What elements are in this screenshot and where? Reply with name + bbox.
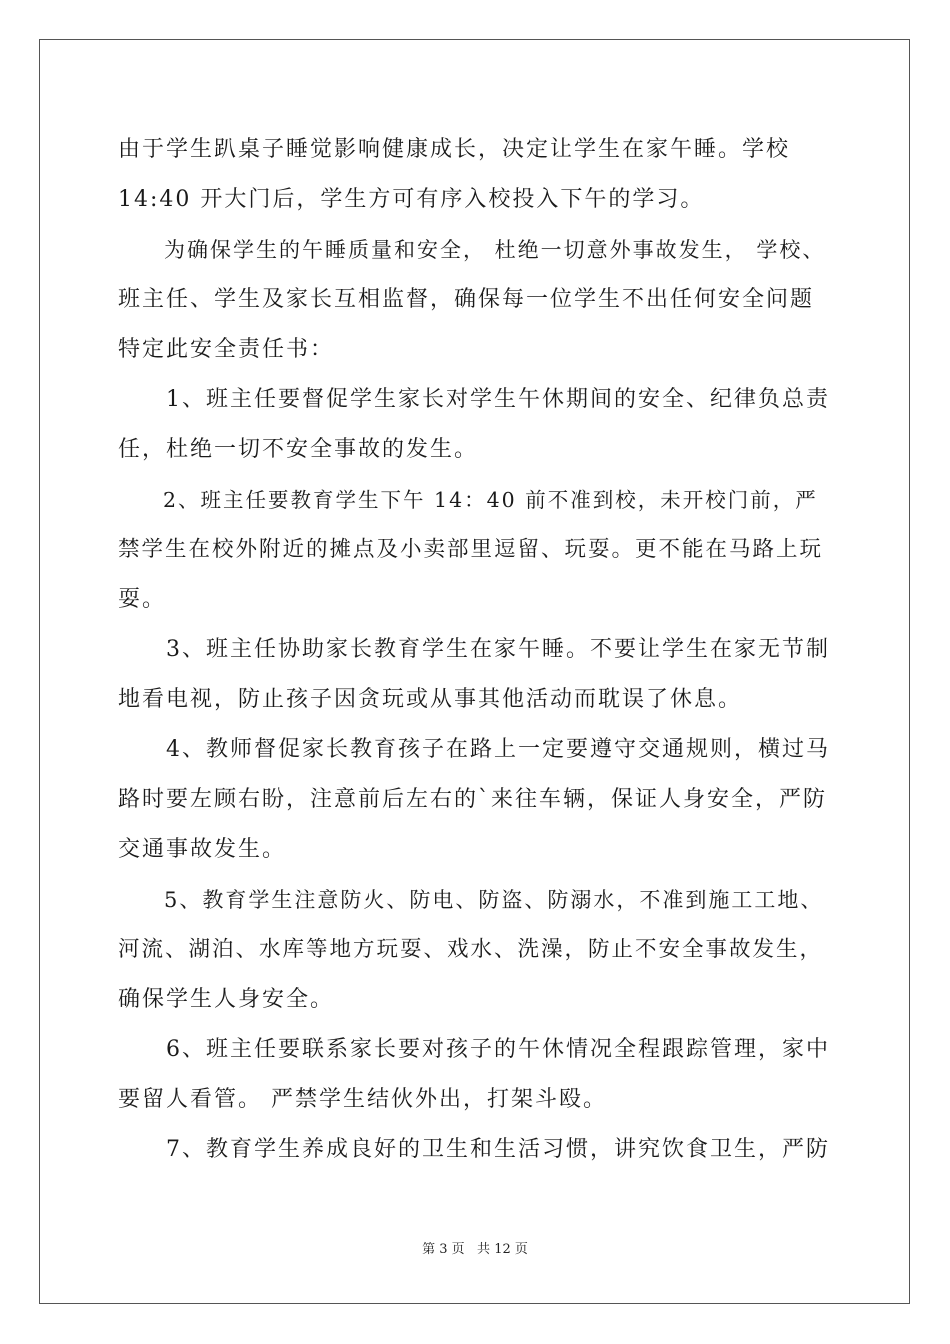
text-line: 确保学生人身安全。 [118, 987, 335, 1012]
text-line: 班主任、学生及家长互相监督，确保每一位学生不出任何安全问题 [118, 287, 815, 312]
text-line: 耍。 [118, 587, 167, 612]
text-line: 5、教育学生注意防火、防电、防盗、防溺水，不准到施工工地、 [118, 888, 824, 912]
text-line: 4、教师督促家长教育孩子在路上一定要遵守交通规则，横过马 [118, 737, 830, 762]
text-line: 交通事故发生。 [118, 837, 287, 862]
text-line: 河流、湖泊、水库等地方玩耍、戏水、洗澡，防止不安全事故发生， [118, 937, 824, 962]
text-line: 由于学生趴桌子睡觉影响健康成长，决定让学生在家午睡。学校 [118, 137, 791, 162]
text-line: 7、教育学生养成良好的卫生和生活习惯，讲究饮食卫生，严防 [118, 1137, 830, 1162]
text-line: 6、班主任要联系家长要对孩子的午休情况全程跟踪管理，家中 [118, 1037, 830, 1062]
text-line: 特定此安全责任书： [118, 337, 335, 362]
text-line: 2、班主任要教育学生下午 14：40 前不准到校，未开校门前，严 [118, 488, 818, 512]
page-footer [0, 1242, 950, 1258]
text-line: 任，杜绝一切不安全事故的发生。 [118, 437, 479, 462]
text-line: 3、班主任协助家长教育学生在家午睡。不要让学生在家无节制 [118, 637, 830, 662]
text-line: 地看电视，防止孩子因贪玩或从事其他活动而耽误了休息。 [118, 687, 743, 712]
page-number-label: 第 3 页 共 12 页 [422, 1242, 528, 1257]
text-line: 要留人看管。 严禁学生结伙外出，打架斗殴。 [118, 1087, 607, 1112]
text-line: 禁学生在校外附近的摊点及小卖部里逗留、玩耍。更不能在马路上玩 [118, 537, 824, 562]
text-line: 路时要左顾右盼，注意前后左右的`来往车辆，保证人身安全，严防 [118, 787, 828, 812]
text-line: 14:40 开大门后，学生方可有序入校投入下午的学习。 [118, 187, 705, 212]
text-line: 1、班主任要督促学生家长对学生午休期间的安全、纪律负总责 [118, 387, 830, 412]
text-line: 为确保学生的午睡质量和安全， 杜绝一切意外事故发生， 学校、 [118, 238, 826, 262]
